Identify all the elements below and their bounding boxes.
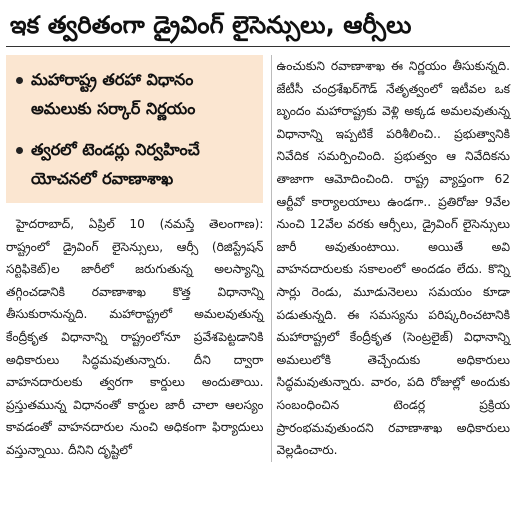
article-body-left: హైదరాబాద్, ఏప్రిల్ 10 (నమస్తే తెలంగాణ): రాష్ట్రంలో డ్రైవింగ్ లైసెన్సులు, ఆర్సీ (రిజిస్ట్రేషన్ సర్టిఫికెట్)ల జారీలో జరుగుతున్న అలస్యాన్ని తగ్గించడానికి రవాణాశాఖ కొత్త విధానాన్ని తీసుకురానున్నది. మహారాష్ట్రలో అమలవుతున్న కేంద్రీకృత విధానాన్ని రాష్ట్రంలోనూ ప్రవేశపెట్టడానికి అధికారులు సిద్ధమవుతున్నారు. దీని ద్వారా వాహనదారులకు త్వరగా కార్డులు అందుతాయి. ప్రస్తుతమున్న విధానంతో కార్డుల జారీ చాలా ఆలస్యం కావడంతో వాహనదారుల నుంచి అధికంగా ఫిర్యాదులు వస్తున్నాయి. దీనిని దృష్టిలో bbox=[6, 217, 264, 457]
article-body-right: ఉంచుకుని రవాణాశాఖ ఈ నిర్ణయం తీసుకున్నది. జేటీసీ చంద్రశేఖర్‌గౌడ్ నేతృత్వంలో ఇటీవల ఒక బృందం మహారాష్ట్రకు వెళ్లి అక్కడ అమలవుతున్న విధానాన్ని ఇప్పటికే పరిశీలించి.. ప్రభుత్వానికి నివేదిక సమర్పించింది. ప్రభుత్వం ఆ నివేదికను తాజాగా ఆమోదించింది. రాష్ట్ర వ్యాప్తంగా 62 ఆర్టీవో కార్యాలయాలు ఉండగా.. ప్రతిరోజు 9వేల నుంచి 12వేల వరకు ఆర్సీలు, డ్రైవింగ్ లైసెన్సులు జారీ అవుతుంటాయి. అయితే అవి వాహనదారులకు సకాలంలో అందడం లేదు. కొన్ని సార్లు రెండు, మూడునెలలు సమయం కూడా పడుతున్నది. ఈ సమస్యను పరిష్కరించటానికి మహారాష్ట్రలో కేంద్రీకృత (సెంట్రలైజ్) విధానాన్ని అమలులోకి తెచ్చేందుకు అధికారులు సిద్ధమవుతున్నారు. వారం, పది రోజుల్లో అందుకు సంబంధించిన టెండర్ల ప్రక్రియ ప్రారంభమవుతుందని రవాణాశాఖ అధికారులు వెల్లడించారు. bbox=[276, 59, 510, 458]
bullet-icon bbox=[16, 77, 23, 84]
bullet-icon bbox=[16, 147, 23, 154]
article-headline: ఇక త్వరితంగా డ్రైవింగ్ లైసెన్సులు, ఆర్సీలు bbox=[6, 4, 510, 47]
highlight-text: మహారాష్ట్ర తరహా విధానం అమలుకు సర్కార్ నిర్ణయం bbox=[31, 70, 196, 118]
highlight-item bbox=[16, 135, 253, 193]
right-column bbox=[271, 55, 510, 462]
left-column bbox=[6, 55, 263, 462]
highlight-item bbox=[16, 65, 253, 123]
article-columns bbox=[6, 55, 510, 462]
highlight-text: త్వరలో టెండర్లు నిర్వహించే యోచనలో రవాణాశాఖ bbox=[31, 140, 200, 188]
highlights-box bbox=[6, 55, 263, 203]
